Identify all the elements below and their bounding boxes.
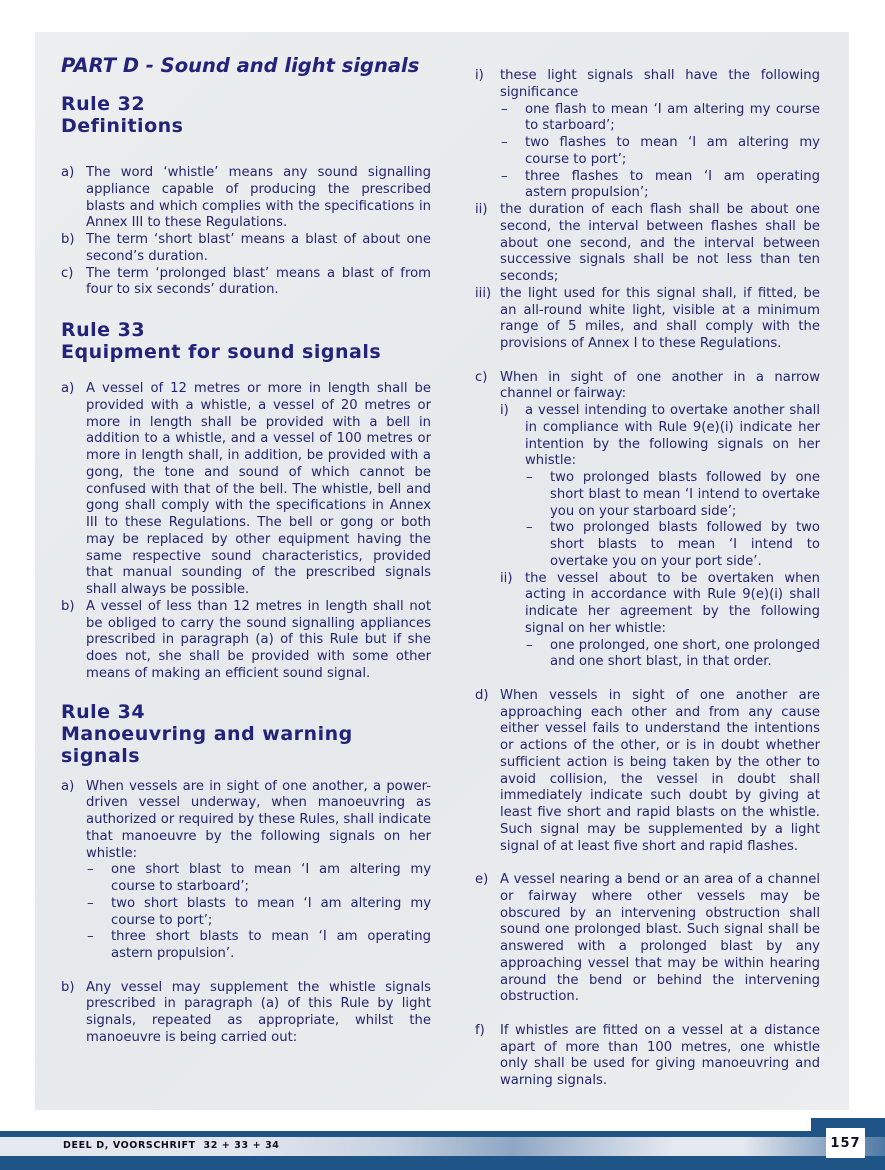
rule-34-a-dash-2: – two short blasts to mean ‘I am altering my course to port’;	[87, 895, 431, 928]
rule-33-item-a: a) A vessel of 12 metres or more in length shall be provided with a whistle, a vessel of 20 metres or more in length shall be provided with a bell in addition to a whistle, and a vessel of 100 metres or more in length shall, in addition, be provided with a gong, the tone and sound of which cannot be confused with that of the bell. The whistle, bell and gong shall comply with the specifications in Annex III to these Regulations. The bell or gong or both may be replaced by other equipment having the same respective sound characteristics, provided that manual sounding of the prescribed signals shall always be possible.	[61, 381, 431, 597]
rule-34-c-i-dash-1: – two prolonged blasts followed by one short blast to mean ‘I intend to overtake you on your starboard side’;	[526, 470, 820, 519]
rule-32-title: Definitions	[61, 115, 184, 137]
page-number-box	[826, 1128, 865, 1158]
rule-33-title: Equipment for sound signals	[61, 341, 382, 363]
rule-34-item-e: e) A vessel nearing a bend or an area of a channel or fairway where other vessels may be obscured by an intervening obstruction shall sound one prolonged blast. Such signal shall be answered with a prolonged blast by any approaching vessel that may be within hearing around the bend or behind the intervening obstruction.	[475, 872, 820, 1005]
left-column	[61, 54, 431, 1047]
rule-34-item-b: b) Any vessel may supplement the whistle signals prescribed in paragraph (a) of this Rule by light signals, repeated as appropriate, whilst the manoeuvre is being carried out:	[61, 979, 431, 1045]
rule-34-b-i-dash-1: – one flash to mean ‘I am altering my course to starboard’;	[501, 101, 820, 134]
rule-33-item-b: b) A vessel of less than 12 metres in length shall not be obliged to carry the sound signalling appliances prescribed in paragraph (a) of this Rule but if she does not, she shall be provided with some other means of making an efficient sound signal.	[61, 598, 431, 681]
rule-34-b-sub-i: i) these light signals shall have the following significance – one flash to mean ‘I am altering my course to starboard’; – two flashes to mean ‘I am altering my course to port’; – three flashes to mean ‘I am operating astern propulsion’;	[475, 68, 820, 201]
rule-34-item-a: a) When vessels are in sight of one another, a power-driven vessel underway, when manoeuvring as authorized or required by these Rules, shall indicate that manoeuvre by the following signals on her whistle: – one short blast to mean ‘I am altering my course to starboard’; – two short blasts to mean ‘I am altering my course to port’; – three short blasts to mean ‘I am operating astern propulsion’.	[61, 778, 431, 961]
rule-34	[61, 701, 431, 1047]
rule-32-item-a: a) The word ‘whistle’ means any sound signalling appliance capable of producing the prescribed blasts and which complies with the specifications in Annex III to these Regulations.	[61, 165, 431, 231]
rule-33-number: Rule 33	[61, 319, 146, 341]
rule-34-item-f: f) If whistles are fitted on a vessel at a distance apart of more than 100 metres, one whistle only shall be used for giving manoeuvring and warning signals.	[475, 1022, 820, 1088]
rule-32-item-b: b) The term ‘short blast’ means a blast of about one second’s duration.	[61, 232, 431, 264]
rule-32-number: Rule 32	[61, 93, 146, 115]
rule-34-item-c: c) When in sight of one another in a narrow channel or fairway: i) a vessel intending to overtake another shall in compliance with Rule 9(e)(i) indicate her intention by the following signals on her whistle: – two prolonged blasts followed by one short blast to mean ‘I intend to overtake you on your starboard side’; – two prolonged blasts followed by two short blasts to mean ‘I intend to overtake you on your port side’. ii) the vessel about to be overtaken when acting in accordance with Rule 9(e)(i) shall indicate her agreement by the following signal on her whistle: – one prolonged, one short, one prolonged and one short blast, in that order.	[475, 369, 820, 670]
footer-section-label: DEEL D, VOORSCHRIFT 32 + 33 + 34	[63, 1140, 280, 1151]
rule-34-title: Manoeuvring and warning signals	[61, 722, 353, 767]
rule-32-item-c: c) The term ‘prolonged blast’ means a blast of from four to six seconds’ duration.	[61, 265, 431, 298]
right-column	[475, 68, 820, 1090]
rule-32	[61, 93, 431, 299]
page-number: 157	[830, 1135, 861, 1151]
rule-34-item-d: d) When vessels in sight of one another are approaching each other and from any cause either vessel fails to understand the intentions or actions of the other, or is in doubt whether sufficient action is being taken by the other to avoid collision, the vessel in doubt shall immediately indicate such doubt by giving at least five short and rapid blasts on the whistle. Such signal may be supplemented by a light signal of at least five short and rapid flashes.	[475, 687, 820, 854]
rule-34-b-sub-ii: ii) the duration of each flash shall be about one second, the interval between flashes shall be about one second, and the interval between successive signals shall be not less than ten seconds;	[475, 202, 820, 284]
rule-34-c-ii-dash-1: – one prolonged, one short, one prolonged and one short blast, in that order.	[526, 637, 820, 670]
rule-34-c-sub-i: i) a vessel intending to overtake another shall in compliance with Rule 9(e)(i) indicate her intention by the following signals on her whistle: – two prolonged blasts followed by one short blast to mean ‘I intend to overtake you on your starboard side’; – two prolonged blasts followed by two short blasts to mean ‘I intend to overtake you on your port side’.	[500, 403, 820, 569]
rule-33	[61, 319, 431, 683]
rule-34-b-i-dash-2: – two flashes to mean ‘I am altering my course to port’;	[501, 135, 820, 167]
rule-34-a-dash-3: – three short blasts to mean ‘I am operating astern propulsion’.	[87, 929, 431, 961]
content-panel	[35, 32, 849, 1110]
rule-34-c-i-dash-2: – two prolonged blasts followed by two short blasts to mean ‘I intend to overtake you on your port side’.	[526, 520, 820, 569]
rule-34-a-dash-1: – one short blast to mean ‘I am altering my course to starboard’;	[87, 862, 431, 894]
part-title: PART D - Sound and light signals	[61, 54, 420, 77]
rule-34-number: Rule 34	[61, 700, 146, 723]
rule-34-b-sub-iii: iii) the light used for this signal shall, if fitted, be an all-round white light, visible at a minimum range of 5 miles, and shall comply with the provisions of Annex I to these Regulations.	[475, 285, 820, 351]
rule-34-b-i-dash-3: – three flashes to mean ‘I am operating astern propulsion’;	[501, 168, 820, 201]
rule-34-c-sub-ii: ii) the vessel about to be overtaken when acting in accordance with Rule 9(e)(i) shall indicate her agreement by the following signal on her whistle: – one prolonged, one short, one prolonged and one short blast, in that order.	[500, 570, 820, 670]
